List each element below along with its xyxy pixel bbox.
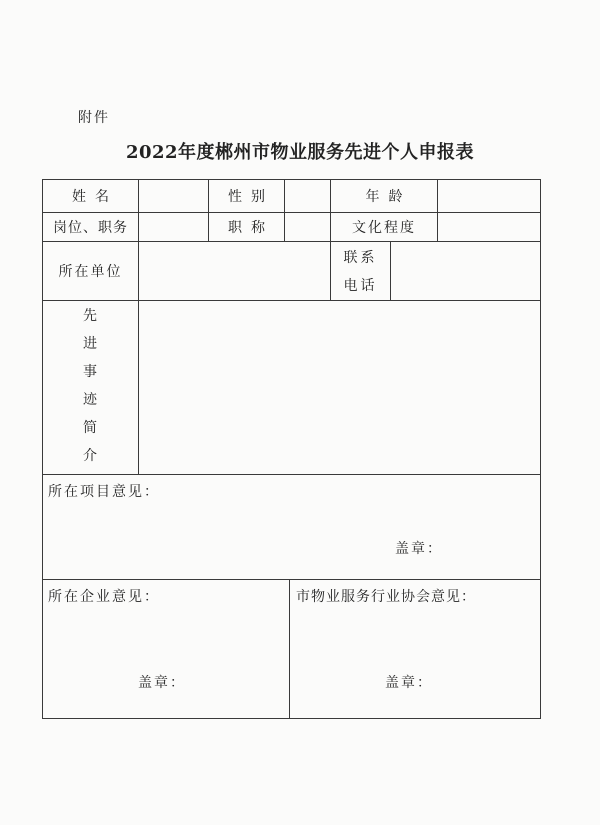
age-field[interactable] (438, 180, 540, 212)
project-opinion-label: 所在项目意见： (48, 484, 160, 500)
association-opinion-field[interactable] (290, 610, 540, 665)
professional-title-label: 职 称 (228, 220, 265, 236)
professional-title-field[interactable] (285, 213, 330, 241)
association-seal-label: 盖章： (385, 675, 433, 691)
deeds-label-char: 迹 (83, 392, 97, 408)
contact-label-line1: 联系 (343, 250, 378, 266)
unit-field[interactable] (139, 242, 330, 300)
table-line (42, 579, 540, 580)
form-title: 2022年度郴州市物业服务先进个人申报表 (125, 142, 475, 163)
deeds-field[interactable] (139, 301, 540, 474)
contact-field[interactable] (391, 242, 540, 300)
deeds-label-char: 进 (83, 336, 97, 352)
age-label: 年 龄 (365, 189, 403, 205)
education-label: 文化程度 (352, 220, 416, 236)
project-seal-label: 盖章： (395, 541, 443, 557)
name-field[interactable] (139, 180, 208, 212)
table-line (540, 179, 541, 719)
contact-label-line2: 电话 (343, 278, 378, 294)
project-opinion-field[interactable] (43, 505, 540, 535)
deeds-label-char: 先 (83, 308, 97, 324)
enterprise-opinion-field[interactable] (43, 610, 288, 665)
table-line (42, 474, 540, 475)
gender-field[interactable] (285, 180, 330, 212)
association-opinion-label: 市物业服务行业协会意见： (296, 589, 476, 605)
unit-label: 所在单位 (58, 264, 123, 280)
table-line (42, 718, 540, 719)
deeds-label-char: 事 (83, 364, 97, 380)
deeds-label (77, 302, 103, 470)
attachment-label: 附件 (78, 110, 110, 126)
deeds-label-char: 介 (83, 448, 97, 464)
position-label: 岗位、职务 (53, 220, 128, 236)
enterprise-opinion-label: 所在企业意见： (48, 589, 160, 605)
position-field[interactable] (139, 213, 208, 241)
gender-label: 性 别 (228, 189, 265, 205)
enterprise-seal-label: 盖章： (138, 675, 186, 691)
name-label: 姓 名 (72, 189, 109, 205)
deeds-label-char: 简 (83, 420, 97, 436)
education-field[interactable] (438, 213, 540, 241)
